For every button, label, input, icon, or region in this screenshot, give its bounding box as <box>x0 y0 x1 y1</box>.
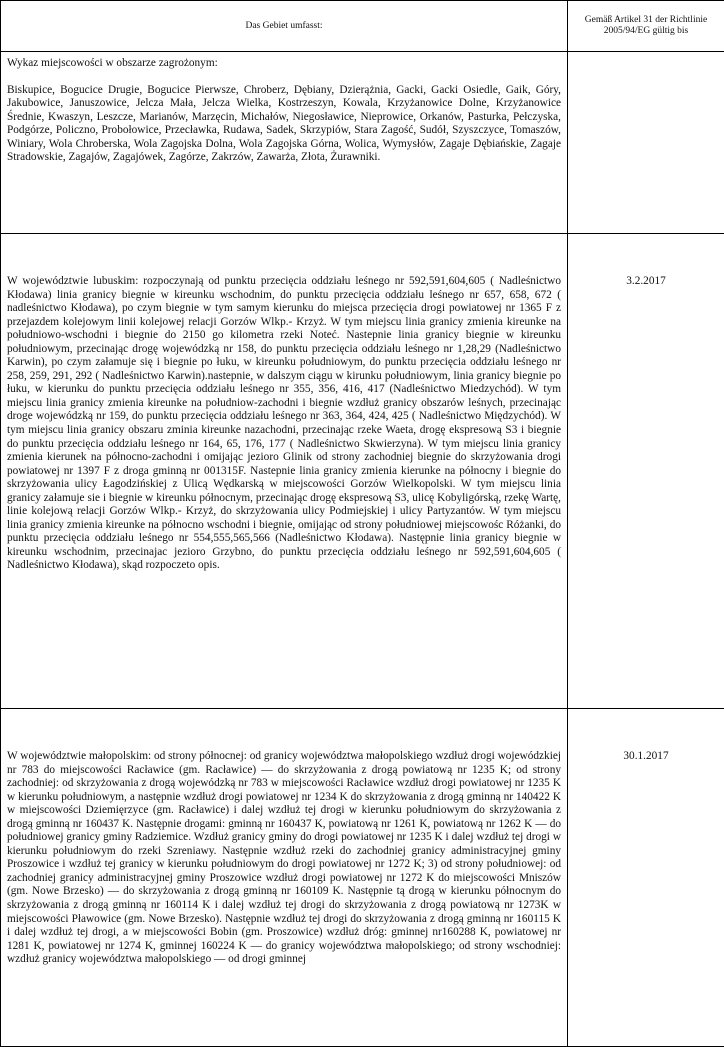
area-text: W województwie małopolskim: od strony północnej: od granicy województwa małopolskiego wzdłuż drogi wojewódzkiej nr 783 do miejscowości Racławice (gm. Racławice) — do skrzyżowania z drogą powiatową nr 1235 K; od strony zachodniej: od skrzyżowania z drogą wojewódzką nr 783 w miejscowości Racławice wzdłuż drogi powiatowej nr 1235 K w kierunku południowym, a następnie wzdłuż drogi powiatowej nr 1234 K do skrzyżowania z drogą gminną nr 140422 K w miejscowości Dziemięrzyce (gm. Racławice) i dalej wzdłuż tej drogi w kierunku południowym do skrzyżowania z drogą gminną nr 160437 K. Następnie drogami: gminną nr 160437 K, powiatową nr 1261 K, powiatową nr 1262 K — do południowej granicy gminy Radziemice. Wzdłuż granicy gminy do drogi powiatowej nr 1235 K i dalej wzdłuż tej drogi w kierunku południowym do rzeki Szreniawy. Następnie wzdłuż rzeki do zachodniej granicy administracyjnej gminy Proszowice i wzdłuż tej granicy w kierunku południowym do drogi powiatowej nr 1272 K; 3) od strony południowej: od zachodniej granicy administracyjnej gminy Proszowice wzdłuż drogi powiatowej nr 1272 K do miejscowości Mniszów (gm. Nowe Brzesko) — do skrzyżowania z drogą gminną nr 160109 K. Następnie tą drogą w kierunku północnym do skrzyżowania z drogą gminną nr 160114 K i dalej wzdłuż tej drogi do skrzyżowania z drogą powiatową nr 1273K w miejscowości Pławowice (gm. Nowe Brzesko). Następnie wzdłuż tej drogi do skrzyżowania z drogą gminną nr 160115 K i dalej wzdłuż tej drogi, a w miejscowości Bobin (gm. Proszowice) wzdłuż dróg: gminnej nr160288 K, powiatowej nr 1281 K, powiatowej nr 1274 K, gminnej 160224 K — do granicy województwa małopolskiego; od strony wschodniej: wzdłuż granicy województwa małopolskiego — od drogi gminnej <box>7 750 561 967</box>
table-header-row <box>1 1 724 52</box>
list-intro: Wykaz miejscowości w obszarze zagrożonym: <box>7 57 561 71</box>
valid-until-cell <box>568 52 724 234</box>
table-row <box>1 709 724 1047</box>
valid-until-date: 3.2.2017 <box>626 275 666 287</box>
header-area: Das Gebiet umfasst: <box>1 1 568 52</box>
area-description-cell <box>1 234 568 709</box>
area-text: Biskupice, Bogucice Drugie, Bogucice Pierwsze, Chroberz, Dębiany, Dzierążnia, Gacki, Gacki Osiedle, Gaik, Góry, Jakubowice, Januszowice, Jelcza Mała, Jelcza Wielka, Kostrzeszyn, Kowala, Krzyżanowice Dolne, Krzyżanowice Średnie, Kwaszyn, Leszcze, Marianów, Marzęcin, Michałów, Niegosławice, Nieprowice, Orkanów, Pasturka, Pełczyska, Podgórze, Policzno, Probołowice, Przecławka, Rudawa, Sadek, Skrzypiów, Stara Zagość, Sudół, Szyszczyce, Tomaszów, Winiary, Wola Chroberska, Wola Zagojska Dolna, Wola Zagojska Górna, Wolica, Wymysłów, Zagaje Dębiańskie, Zagaje Stradowskie, Zagajów, Zagajówek, Zagórze, Zakrzów, Zawarża, Złota, Żurawniki. <box>7 84 561 165</box>
valid-until-date: 30.1.2017 <box>623 750 668 762</box>
area-description-cell <box>1 709 568 1047</box>
area-text: W województwie lubuskim: rozpoczynają od punktu przecięcia oddziału leśnego nr 592,591,604,605 ( Nadleśnictwo Kłodawa) linia granicy biegnie w kireunku wschodnim, do punktu przecięcia oddziału leśnego nr 657, 658, 672 ( nadleśnictwo Kłodawa), po czym biegnie w tym samym kierunku do miejsca przecięcia drogi powiatowej nr 1365 F z przejazdem kolejowym linii kolejowej relacji Gorzów Wlkp.- Krzyż. W tym miejscu linia granicy zmienia kireunke na południowo-wschodni i biegnie do 2150 go kilometra rzeki Noteć. Nastepnie linia granicy biegnie w kireunku południowym, przecinając drogę wojewódzką nr 158, do punktu przecięcia oddziału leśnego nr 1,28,29 (Nadleśnictwo Karwin), po czym załamuje się i biegnie po łuku, w kireunku południowym, do punktu przecięcia oddziału leśnego nr 258, 259, 291, 292 ( Nadleśnictwo Karwin).nastepnie, w dalszym ciągu w kirunku południowym, linia granicy biegnie po łuku, w kierunku do punktu przecięcia oddziału leśnego nr 355, 356, 416, 417 (Nadleśnictwo Miedzychód). W tym miejscu linia granicy zmienia kireunke na południow-zachodni i biegnie wzdłuż granicy obszarów leśnych, przecinając droge wojewódzką nr 159, do punktu przecięcia oddziału leśnego nr 363, 364, 424, 425 ( Nadleśnictwo Międzychód). W tym miejscu linia granicy obszaru zminia kireunke nazachodni, przecinając rzeke Waeta, drogę ekspresową S3 i biegnie do punktu przecięcia oddziału leśnego nr 164, 65, 176, 177 ( Nadleśnictwo Skwierzyna). W tym miejscu linia granicy zmienia kierunek na północno-zachodni i omijając jezioro Glinik od strony zachodniej biegnie do skrzyżowania drogi powiatowej nr 1397 F z droga gminną nr 001315F. Nastepnie linia granicy zmienia kierunke na północny i biegnie do skrzyżowania ulicy Łagodzińskiej z Ulicą Wędkarską w miejscowości Gorzów Wielkopolski. W tym miejscu linia granicy załamuje sie i biegnie w kireunku północnym, przecinając drogę ekspresową S3, ulicę Kobyligórską, rzekę Wartę, linie kolejową relacji Gorzów Wlkp.- Krzyż, do skrzyżowania ulicy Podmiejskiej i ulicy Partyzantów. W tym miejscu linia granicy zmienia kireunke na północno wschodni i biegnie, omijając od strony południowej miejscowośc Różanki, do punktu przecięcia oddziału leśnego nr 554,555,565,566 (Nadleśnictwo Kłodawa). Następnie linia granicy biegnie w kireunku wschodnim, przecinajac jezioro Grzybno, do punktu przecięcia oddziału leśnego nr 592,591,604,605 ( Nadleśnictwo Kłodawa), skąd rozpoczeto opis. <box>7 275 561 573</box>
table-row <box>1 52 724 234</box>
area-description-cell <box>1 52 568 234</box>
valid-until-cell <box>568 234 724 709</box>
table-row <box>1 234 724 709</box>
header-valid-until: Gemäß Artikel 31 der Richtlinie 2005/94/EG gültig bis <box>568 1 724 52</box>
valid-until-cell <box>568 709 724 1047</box>
